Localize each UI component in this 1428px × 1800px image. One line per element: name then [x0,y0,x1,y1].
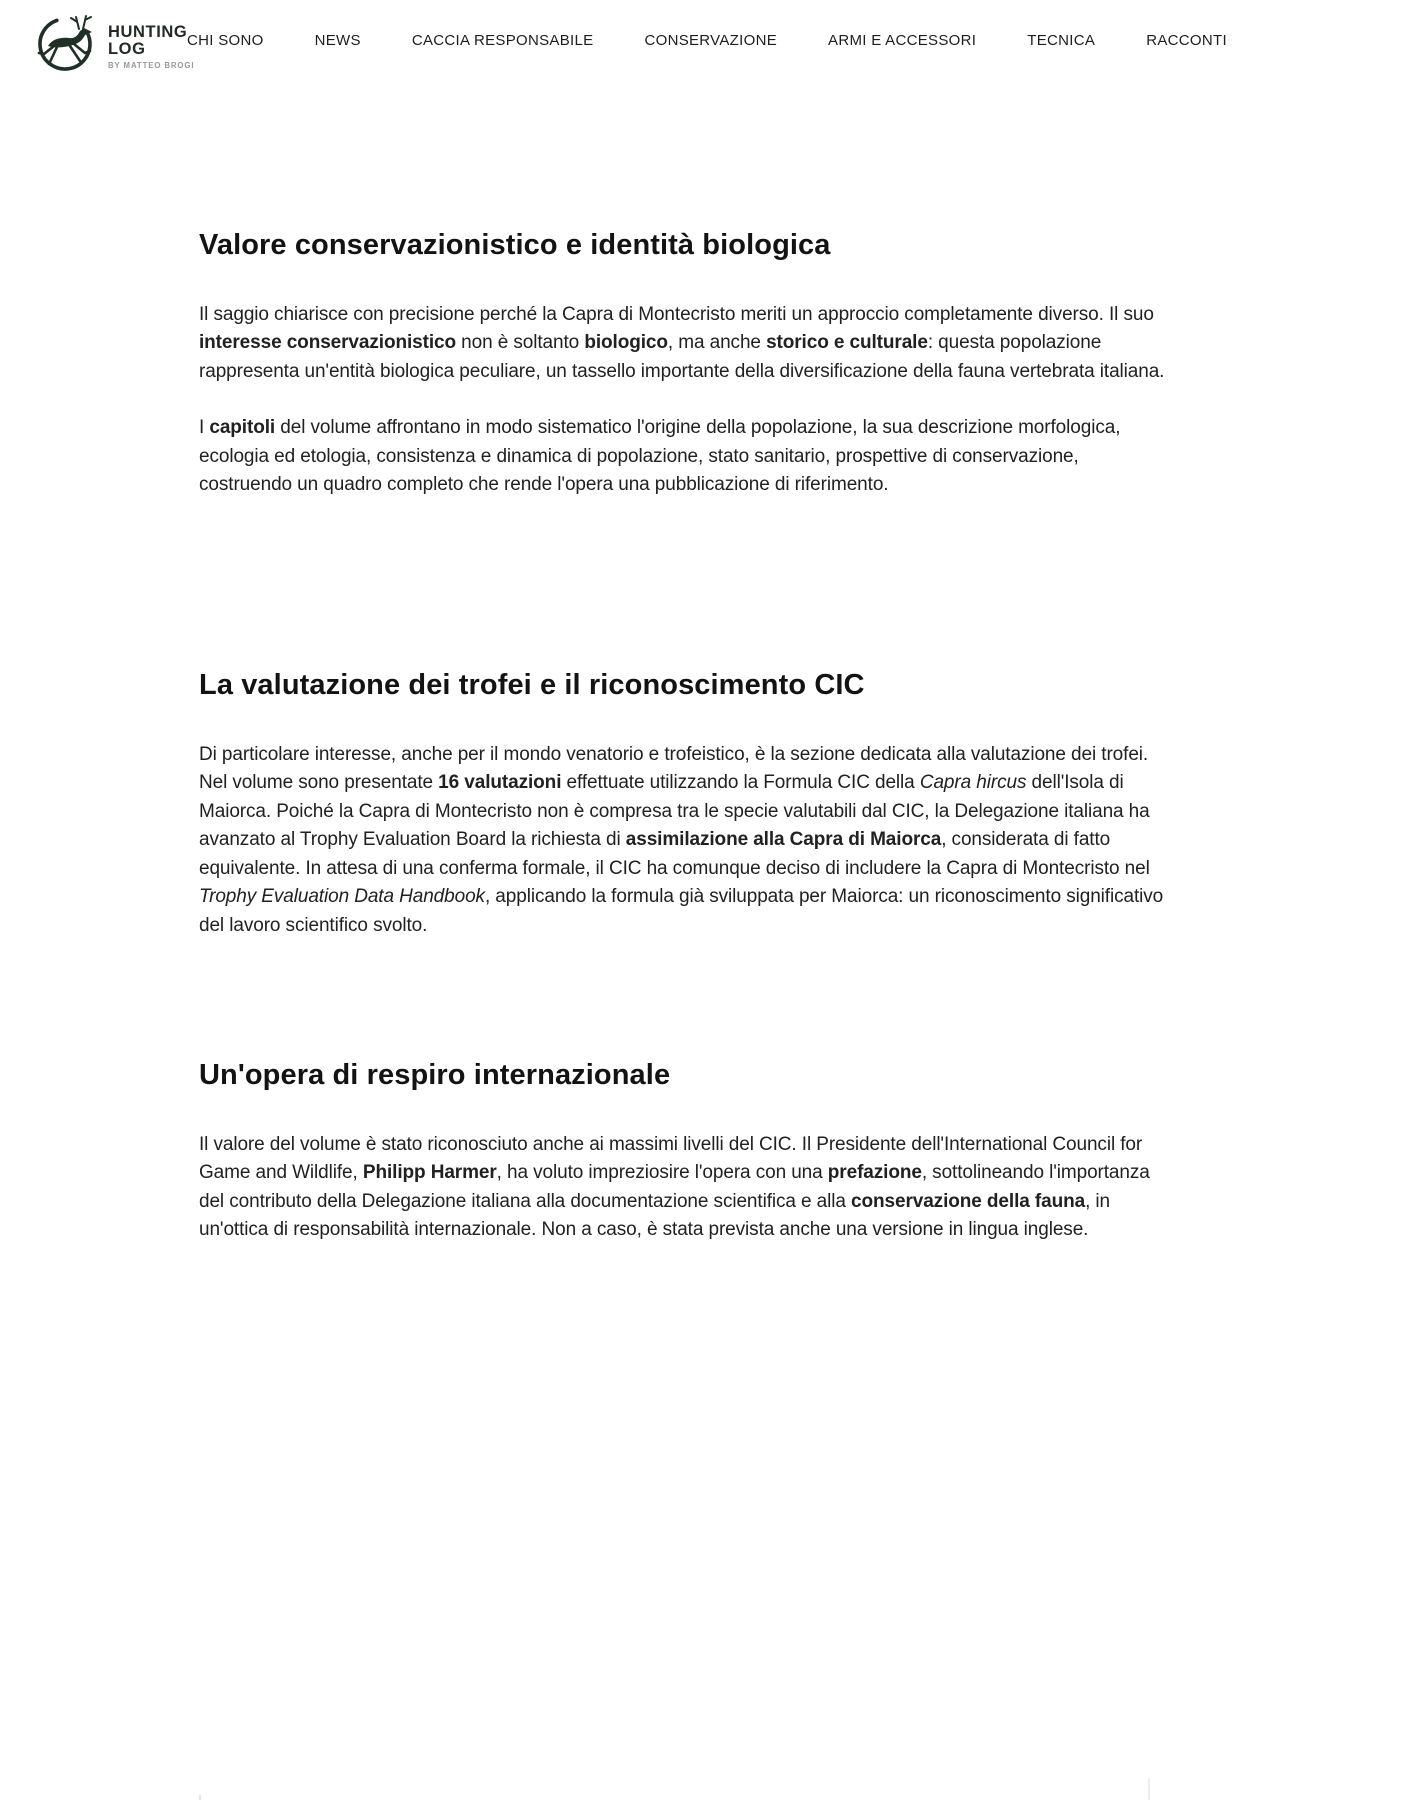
site-header [0,0,1428,80]
section-valore-conservazionistico [199,228,1174,500]
logo-name-line2: LOG [108,40,146,59]
section-heading: Valore conservazionistico e identità biologica [199,229,831,261]
site-logo[interactable] [35,8,194,72]
nav-item-armi-e-accessori[interactable]: ARMI E ACCESSORI [828,31,977,49]
paragraph: Di particolare interesse, anche per il mondo venatorio e trofeistico, è la sezione dedicata alla valutazione dei trofei. Nel volume sono presentate 16 valutazioni effettuate utilizzando la Formula CIC della Capra hircus dell'Isola di Maiorca. Poiché la Capra di Montecristo non è compresa tra le specie valutabili dal CIC, la Delegazione italiana ha avanzato al Trophy Evaluation Board la richiesta di assimilazione alla Capra di Maiorca, considerata di fatto equivalente. In attesa di una conferma formale, il CIC ha comunque deciso di includere la Capra di Montecristo nel Trophy Evaluation Data Handbook, applicando la formula già sviluppata per Maiorca: un riconoscimento significativo del lavoro scientifico svolto. [199,743,1164,936]
main-nav [187,0,1227,80]
logo-text [108,10,194,69]
nav-item-news[interactable]: NEWS [314,31,361,49]
nav-item-tecnica[interactable]: TECNICA [1027,31,1096,49]
section-valutazione-trofei [199,668,1174,940]
section-heading: Un'opera di respiro internazionale [199,1059,671,1092]
next-section-edge-tick [199,1795,201,1800]
section-respiro-internazionale [199,1058,1174,1245]
next-section-edge-line [1148,1778,1150,1800]
nav-item-racconti[interactable]: RACCONTI [1146,31,1227,49]
logo-tagline: BY MATTEO BROGI [108,60,195,70]
section-heading: La valutazione dei trofei e il riconoscimento CIC [199,668,865,701]
nav-item-chi-sono[interactable]: CHI SONO [187,31,264,49]
article-content [199,228,1174,1245]
paragraph: Il valore del volume è stato riconosciuto anche ai massimi livelli del CIC. Il Presidente dell'International Council for Game and Wildlife, Philipp Harmer, ha voluto impreziosire l'opera con una prefazione, sottolineando l'importanza del contributo della Delegazione italiana alla documentazione scientifica e alla conservazione della fauna, in un'ottica di responsabilità internazionale. Non a caso, è stata prevista anche una versione in lingua inglese. [199,1133,1150,1241]
paragraph: I capitoli del volume affrontano in modo sistematico l'origine della popolazione, la sua descrizione morfologica, ecologia ed etologia, consistenza e dinamica di popolazione, stato sanitario, prospettive di conservazione, costruendo un quadro completo che rende l'opera una pubblicazione di riferimento. [199,417,1121,496]
deer-logo-icon [35,8,99,72]
nav-item-caccia-responsabile[interactable]: CACCIA RESPONSABILE [411,31,594,49]
logo-name-line1: HUNTING [108,23,188,42]
nav-item-conservazione[interactable]: CONSERVAZIONE [644,31,778,49]
paragraph: Il saggio chiarisce con precisione perché la Capra di Montecristo meriti un approccio completamente diverso. Il suo interesse conservazionistico non è soltanto biologico, ma anche storico e culturale: questa popolazione rappresenta un'entità biologica peculiare, un tassello importante della diversificazione della fauna vertebrata italiana. [199,303,1165,382]
